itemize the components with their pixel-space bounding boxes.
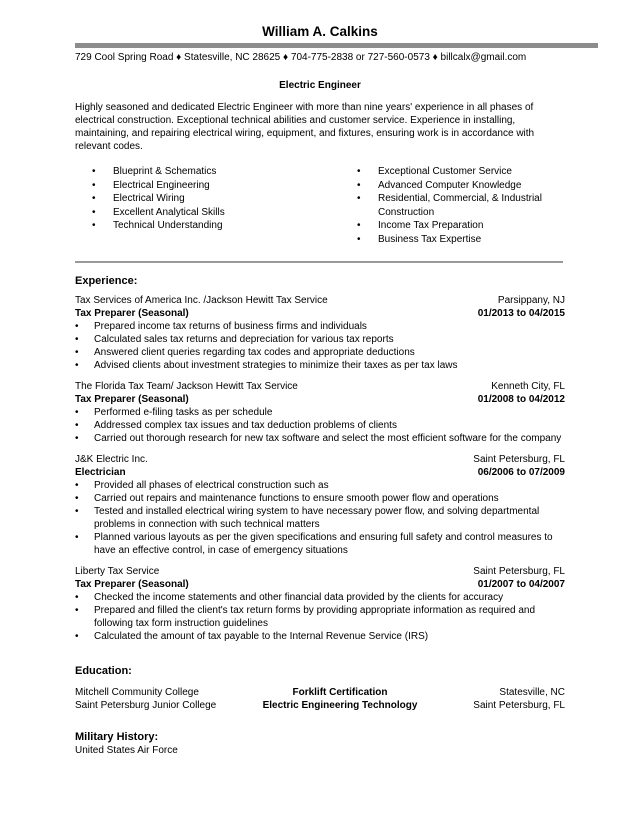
skill-item: • Advanced Computer Knowledge bbox=[340, 179, 550, 193]
job-duties bbox=[75, 479, 565, 557]
candidate-name: William A. Calkins bbox=[262, 24, 378, 39]
skill-item: • Electrical Wiring bbox=[75, 192, 340, 206]
job-entry bbox=[75, 453, 565, 557]
education-program: Forklift Certification bbox=[292, 687, 388, 698]
education-school: Mitchell Community College bbox=[75, 687, 199, 698]
education-heading: Education: bbox=[75, 665, 132, 677]
skill-item: • Residential, Commercial, & Industrial Construction bbox=[340, 192, 550, 219]
job-location: Saint Petersburg, FL bbox=[473, 454, 565, 465]
education-location: Statesville, NC bbox=[499, 687, 565, 698]
job-role-row bbox=[75, 466, 565, 479]
job-company: Tax Services of America Inc. /Jackson Hewitt Tax Service bbox=[75, 295, 328, 306]
header-divider bbox=[75, 43, 598, 48]
duty-item: • Planned various layouts as per the given specifications and ensuring full safety and control measures to have an effective control, in case of emergency situations bbox=[75, 531, 565, 557]
job-dates: 06/2006 to 07/2009 bbox=[477, 467, 565, 478]
skills-column-left bbox=[75, 165, 340, 246]
duty-item: • Checked the income statements and other financial data provided by the clients for accuracy bbox=[75, 591, 565, 604]
job-entry bbox=[75, 380, 565, 445]
job-duties bbox=[75, 320, 565, 372]
job-role: Tax Preparer (Seasonal) bbox=[75, 394, 189, 405]
duty-item: • Prepared income tax returns of business firms and individuals bbox=[75, 320, 565, 333]
skill-item: • Technical Understanding bbox=[75, 219, 340, 233]
duty-item: • Provided all phases of electrical construction such as bbox=[75, 479, 565, 492]
skills-column-right bbox=[340, 165, 550, 246]
job-company-row bbox=[75, 565, 565, 578]
summary-paragraph: Highly seasoned and dedicated Electric Engineer with more than nine years' experience in all phases of electrical construction. Exceptional technical abilities and customer service. Experience in installing, maintaining, and repairing electrical wiring, equipment, and fixtures, ensuring work is in accordance with relevant codes. bbox=[75, 102, 535, 152]
education-school: Saint Petersburg Junior College bbox=[75, 700, 217, 711]
duty-item: • Performed e-filing tasks as per schedule bbox=[75, 406, 565, 419]
skill-item: • Exceptional Customer Service bbox=[340, 165, 550, 179]
duty-item: • Calculated the amount of tax payable to the Internal Revenue Service (IRS) bbox=[75, 630, 565, 643]
skills-list bbox=[75, 165, 565, 246]
job-location: Parsippany, NJ bbox=[497, 295, 565, 306]
job-role-row bbox=[75, 307, 565, 320]
skill-item: • Blueprint & Schematics bbox=[75, 165, 340, 179]
education-location: Saint Petersburg, FL bbox=[473, 700, 565, 711]
job-company-row bbox=[75, 380, 565, 393]
job-company: Liberty Tax Service bbox=[75, 566, 160, 577]
skill-item: • Business Tax Expertise bbox=[340, 233, 550, 247]
job-role-row bbox=[75, 578, 565, 591]
job-location: Kenneth City, FL bbox=[491, 381, 565, 392]
experience-heading: Experience: bbox=[75, 275, 138, 287]
education-program: Electric Engineering Technology bbox=[262, 700, 418, 711]
job-entry bbox=[75, 294, 565, 372]
job-company: The Florida Tax Team/ Jackson Hewitt Tax Service bbox=[75, 381, 298, 392]
education-list bbox=[75, 686, 565, 712]
job-dates: 01/2008 to 04/2012 bbox=[477, 394, 565, 405]
duty-item: • Carried out thorough research for new tax software and select the most efficient software for the company bbox=[75, 432, 565, 445]
job-duties bbox=[75, 591, 565, 643]
duty-item: • Advised clients about investment strategies to minimize their taxes as per tax laws bbox=[75, 359, 565, 372]
job-entry bbox=[75, 565, 565, 643]
job-dates: 01/2007 to 04/2007 bbox=[477, 579, 565, 590]
duty-item: • Tested and installed electrical wiring system to have necessary power flow, and solving departmental problems in connection with such technical matters bbox=[75, 505, 565, 531]
duty-item: • Prepared and filled the client's tax return forms by providing appropriate information as required and following tax form instruction guidelines bbox=[75, 604, 565, 630]
resume-page bbox=[75, 0, 565, 757]
section-divider bbox=[75, 261, 563, 263]
job-dates: 01/2013 to 04/2015 bbox=[477, 308, 565, 319]
job-role: Tax Preparer (Seasonal) bbox=[75, 579, 189, 590]
education-row bbox=[75, 686, 565, 699]
job-role: Electrician bbox=[75, 467, 126, 478]
job-company-row bbox=[75, 453, 565, 466]
duty-item: • Carried out repairs and maintenance functions to ensure smooth power flow and operations bbox=[75, 492, 565, 505]
job-title: Electric Engineer bbox=[279, 80, 361, 91]
job-duties bbox=[75, 406, 565, 445]
job-company: J&K Electric Inc. bbox=[75, 454, 148, 465]
duty-item: • Addressed complex tax issues and tax deduction problems of clients bbox=[75, 419, 565, 432]
skill-item: • Excellent Analytical Skills bbox=[75, 206, 340, 220]
job-role-row bbox=[75, 393, 565, 406]
skill-item: • Income Tax Preparation bbox=[340, 219, 550, 233]
military-heading: Military History: bbox=[75, 731, 159, 743]
duty-item: • Answered client queries regarding tax codes and appropriate deductions bbox=[75, 346, 565, 359]
job-company-row bbox=[75, 294, 565, 307]
job-location: Saint Petersburg, FL bbox=[473, 566, 565, 577]
skill-item: • Electrical Engineering bbox=[75, 179, 340, 193]
contact-line: 729 Cool Spring Road ♦ Statesville, NC 28625 ♦ 704-775-2838 or 727-560-0573 ♦ billcalx@gmail.com bbox=[75, 52, 527, 63]
job-role: Tax Preparer (Seasonal) bbox=[75, 308, 189, 319]
duty-item: • Calculated sales tax returns and depreciation for various tax reports bbox=[75, 333, 565, 346]
military-text: United States Air Force bbox=[75, 745, 178, 756]
education-row bbox=[75, 699, 565, 712]
